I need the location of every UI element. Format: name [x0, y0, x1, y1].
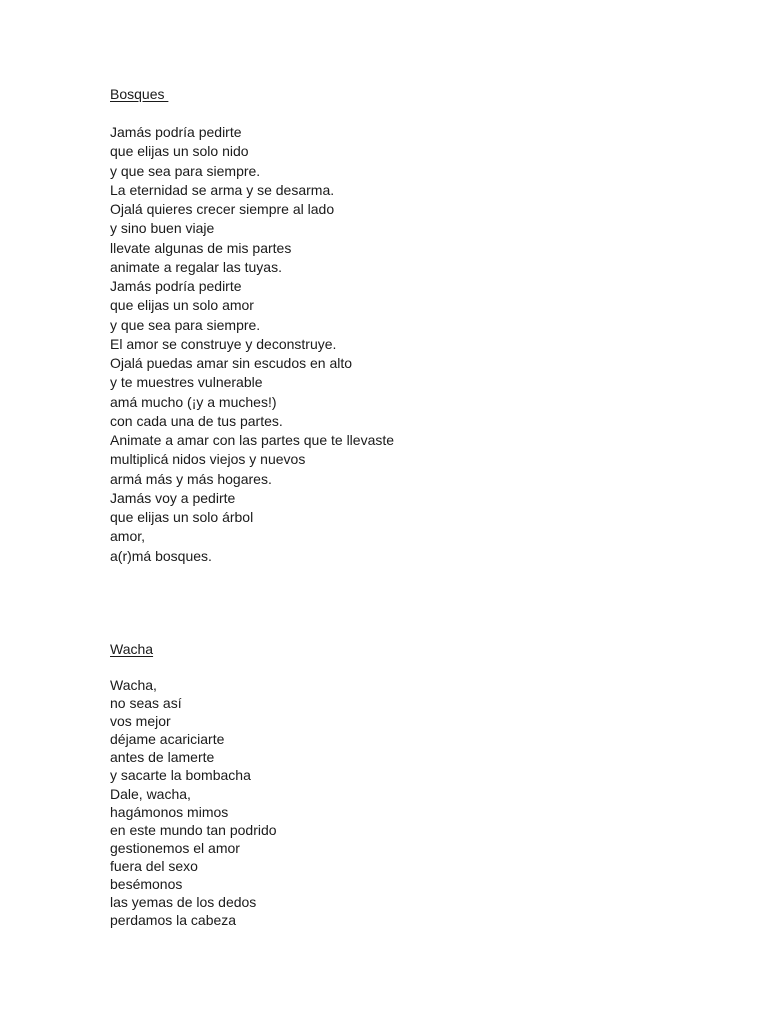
poem-line: que elijas un solo nido: [110, 143, 249, 160]
poem-line: llevate algunas de mis partes: [110, 239, 292, 256]
poem-line: Ojalá puedas amar sin escudos en alto: [110, 355, 353, 371]
poem-line: El amor se construye y deconstruye.: [110, 335, 337, 352]
poem-line: en este mundo tan podrido: [110, 821, 277, 838]
poem-line: y sacarte la bombacha: [110, 767, 251, 784]
poem-line: antes de lamerte: [110, 749, 215, 766]
poem-line: que elijas un solo amor: [110, 297, 254, 314]
poem-line: La eternidad se arma y se desarma.: [110, 181, 335, 198]
poem-line: fuera del sexo: [110, 857, 198, 874]
poem-line: armá más y más hogares.: [110, 470, 272, 487]
poem-line: vos mejor: [110, 713, 171, 730]
poem-line: que elijas un solo árbol: [110, 509, 254, 525]
poem-lines: [110, 123, 710, 566]
poem-line: gestionemos el amor: [110, 839, 240, 856]
poem-title: Bosques: [110, 86, 169, 102]
poem-line: Jamás podría pedirte: [110, 278, 242, 294]
poem-line: y que sea para siempre.: [110, 316, 261, 333]
poem-line: besémonos: [110, 876, 183, 893]
poem-line: animate a regalar las tuyas.: [110, 258, 282, 275]
poem-bosques: [110, 85, 710, 566]
poem-line: no seas así: [110, 695, 182, 712]
poem-line: Wacha,: [110, 677, 157, 693]
poem-line: a(r)má bosques.: [110, 547, 212, 564]
poem-line: perdamos la cabeza: [110, 912, 237, 929]
poem-line: y te muestres vulnerable: [110, 374, 263, 391]
poem-line: con cada una de tus partes.: [110, 412, 283, 429]
poem-line: Animate a amar con las partes que te llevaste: [110, 432, 395, 448]
poem-line: y que sea para siempre.: [110, 162, 261, 179]
poem-line: multiplicá nidos viejos y nuevos: [110, 451, 306, 468]
poem-wacha: [110, 640, 710, 929]
poem-line: Ojalá quieres crecer siempre al lado: [110, 201, 335, 217]
poem-line: déjame acariciarte: [110, 731, 225, 748]
poem-line: las yemas de los dedos: [110, 894, 257, 911]
poem-line: y sino buen viaje: [110, 220, 215, 237]
poem-line: amá mucho (¡y a muches!): [110, 393, 277, 410]
poem-line: Jamás voy a pedirte: [110, 489, 236, 506]
poem-line: Jamás podría pedirte: [110, 124, 242, 140]
poem-line: amor,: [110, 528, 146, 545]
poem-title: Wacha: [110, 641, 154, 657]
poem-lines: [110, 676, 710, 929]
poem-line: Dale, wacha,: [110, 785, 191, 802]
poem-line: hagámonos mimos: [110, 803, 229, 820]
